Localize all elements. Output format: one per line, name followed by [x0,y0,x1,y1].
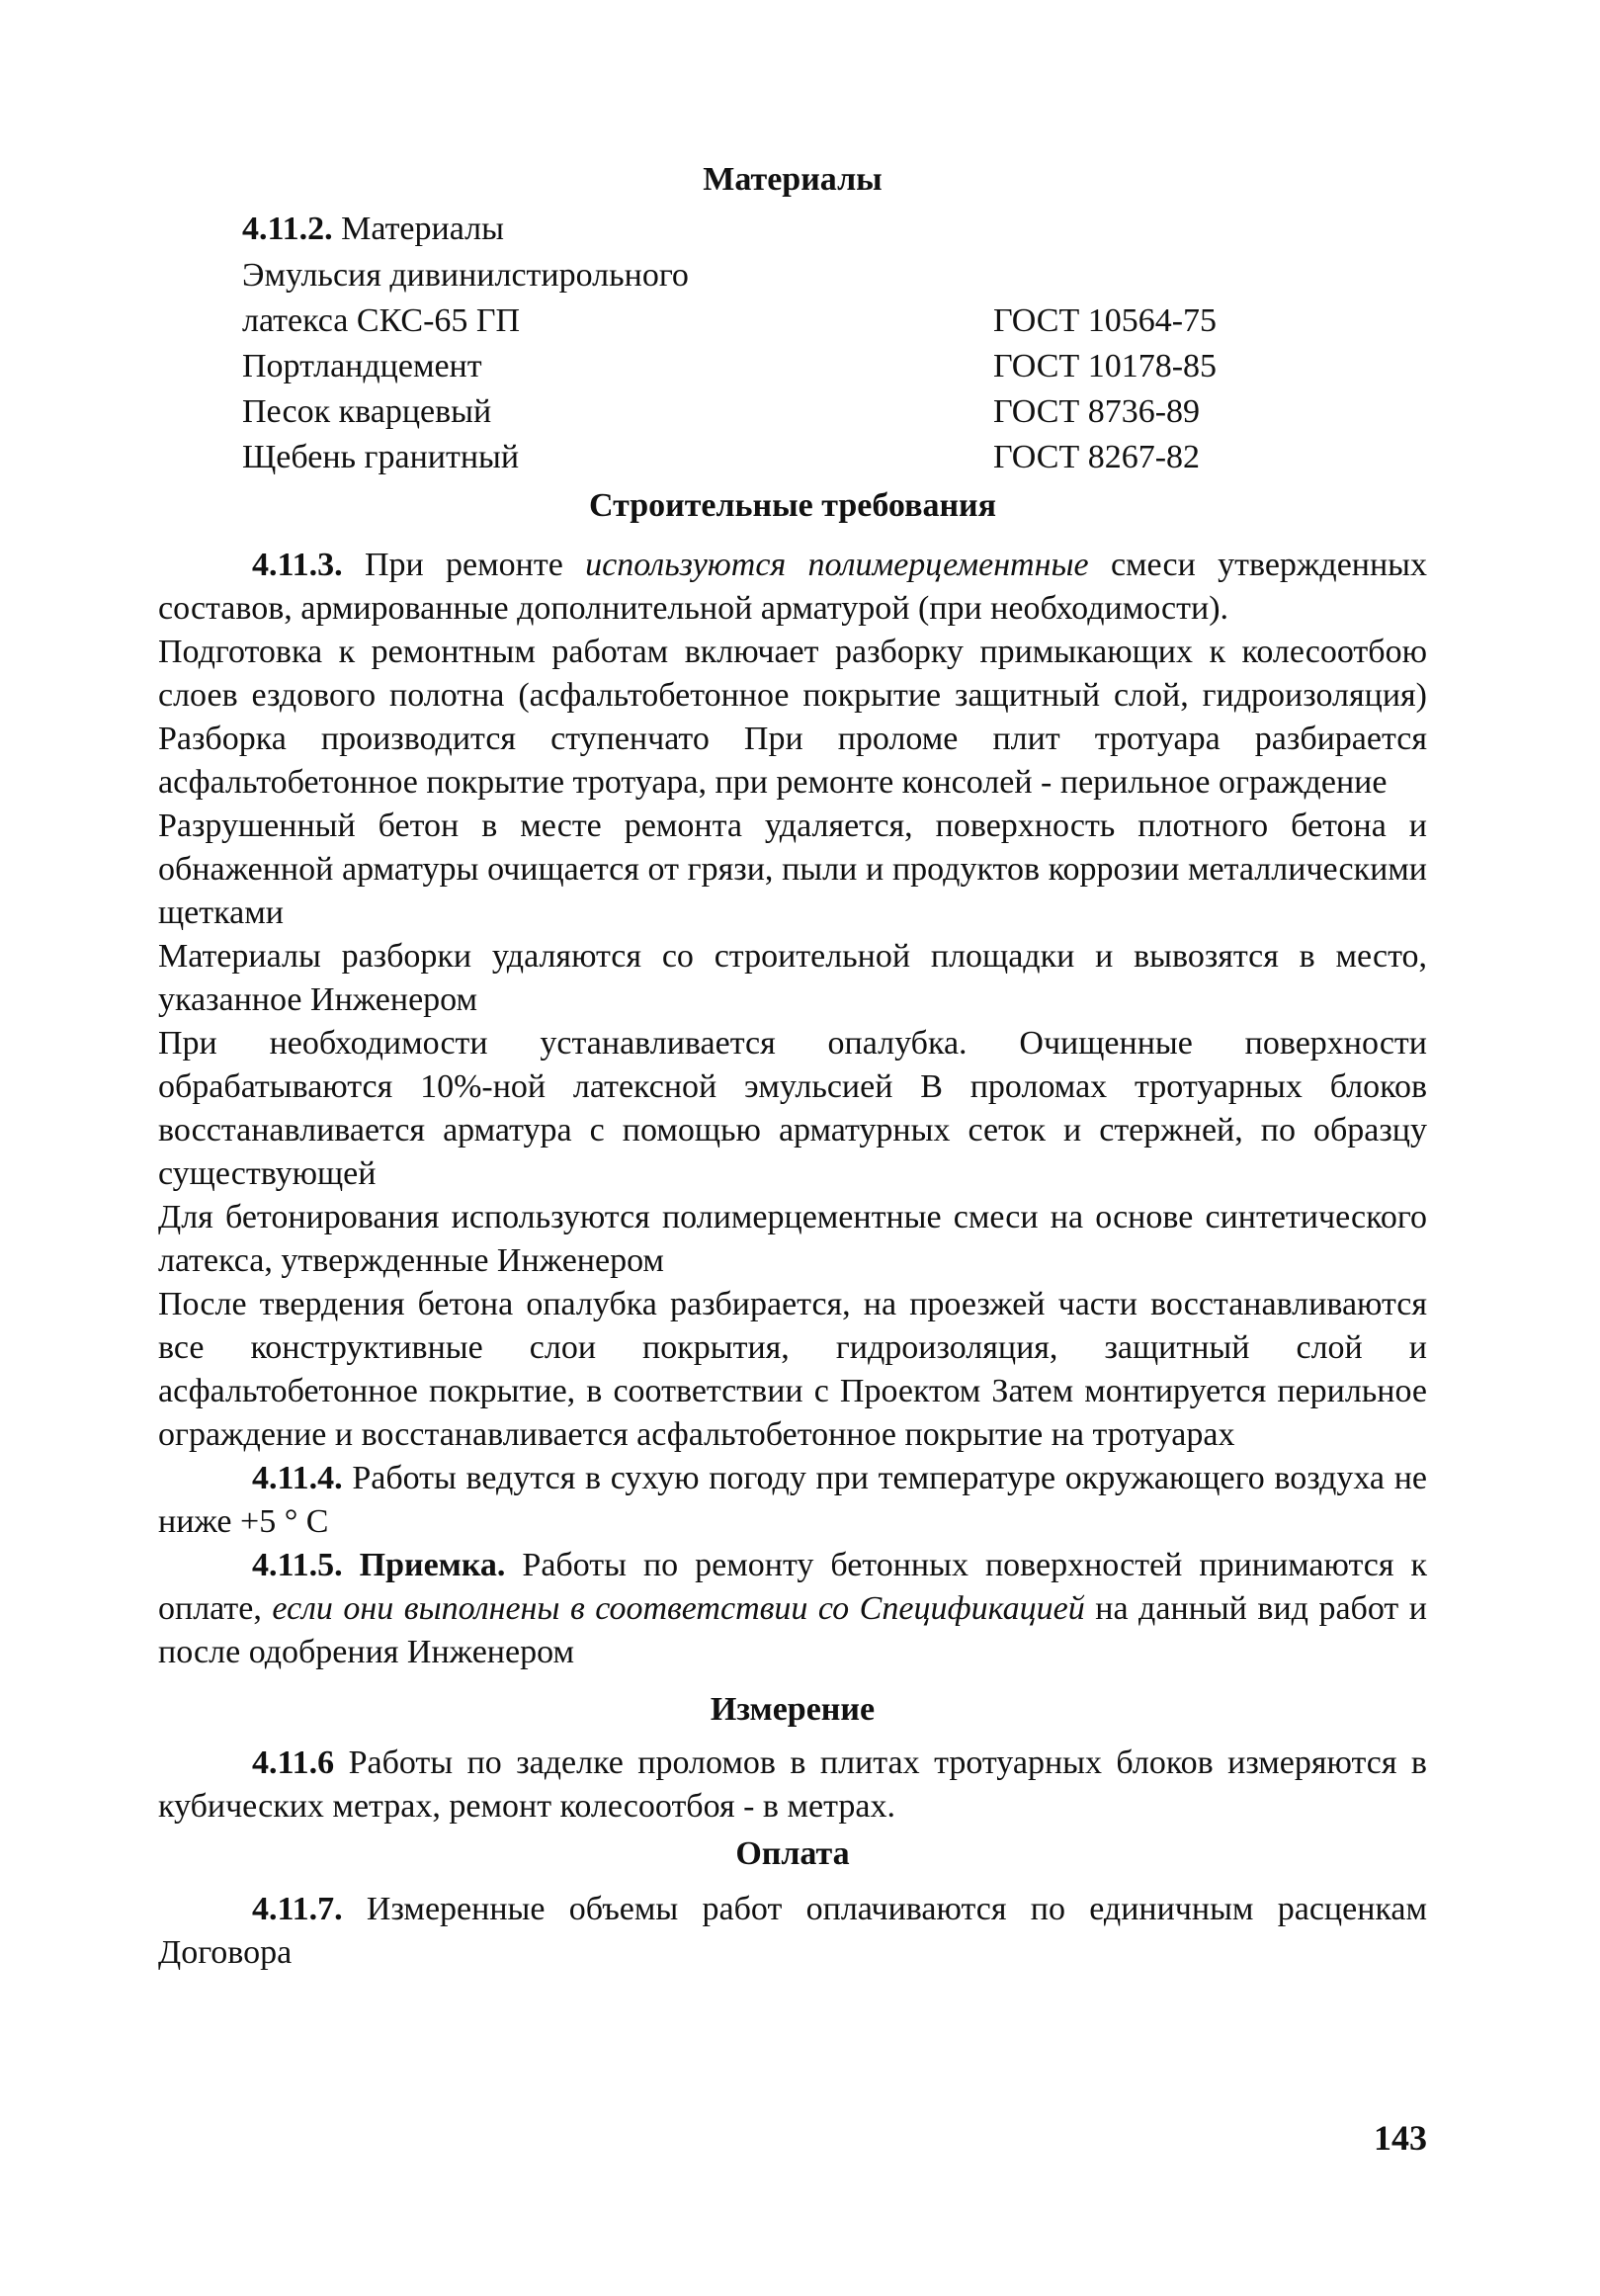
paragraph-text: При ремонте [342,547,586,583]
materials-list [242,253,1280,480]
material-name: Песок кварцевый [242,393,492,430]
paragraph-text: на данный вид работ и после одобрения Инженером [158,1590,1427,1670]
section-4-11-2-title [242,208,1132,251]
paragraph-text: Работы по ремонту бетонных поверхностей принимаются к оплате, [158,1547,1427,1627]
paragraph-text: смеси утвержденных составов, армированные дополнительной арматурой (при необходимости). [158,547,1428,627]
paragraph-text: Работы по заделке проломов в плитах тротуарных блоков измеряются в кубических метрах, ремонт колесоотбоя - в метрах. [158,1744,1427,1825]
construction-body [158,544,1427,1975]
heading-measurement: Измерение [710,1691,876,1728]
paragraph: Материалы разборки удаляются со строительной площадки и вывозятся в место, указанное Инженером [158,938,1427,1018]
material-gost: ГОСТ 8267-82 [993,439,1201,475]
section-number: 4.11.2. [242,211,333,247]
paragraph: Подготовка к ремонтным работам включает разборку примыкающих к колесоотбою слоев ездового полотна (асфальтобетонное покрытие защитный слой, гидроизоляция) Разборка производится ступенчато При проломе плит тротуара разбирается асфальтобетонное покрытие тротуара, при ремонте консолей - перильное ограждение [158,634,1427,801]
material-gost [993,253,1280,298]
section-title: Материалы [341,211,504,247]
construction-heading-block [158,484,1427,528]
materials-heading-block [158,158,1427,202]
paragraph-4-11-3 [158,544,1427,631]
paragraph-text: Измеренные объемы работ оплачиваются по единичным расценкам Договора [158,1891,1427,1971]
heading-construction: Строительные требования [588,487,997,524]
heading-materials: Материалы [703,161,883,198]
material-name: Портландцемент [242,348,482,384]
paragraph-text: Работы ведутся в сухую погоду при температуре окружающего воздуха не ниже +5 ° С [158,1460,1427,1540]
paragraph-number: 4.11.7. [252,1891,343,1927]
paragraph-number: 4.11.4. [252,1460,343,1496]
paragraph-number: 4.11.6 [252,1744,335,1781]
material-row [242,435,1280,480]
paragraph-italic: используются полимерцементные [585,547,1089,583]
paragraph: Для бетонирования используются полимерцементные смеси на основе синтетического латекса, утвержденные Инженером [158,1199,1427,1279]
paragraph-4-11-6 [158,1742,1427,1828]
paragraph-4-11-7 [158,1888,1427,1975]
material-gost: ГОСТ 10178-85 [993,348,1218,384]
material-name: Щебень гранитный [242,439,520,475]
paragraph-4-11-5 [158,1544,1427,1674]
paragraph-number: 4.11.3. [252,547,343,583]
material-gost: ГОСТ 8736-89 [993,393,1201,430]
material-row [242,298,1280,344]
material-name: латекса СКС-65 ГП [242,302,521,339]
paragraph-4-11-4 [158,1457,1427,1544]
material-gost: ГОСТ 10564-75 [993,302,1218,339]
heading-payment: Оплата [735,1835,850,1872]
paragraph: При необходимости устанавливается опалубка. Очищенные поверхности обрабатываются 10%-ной латексной эмульсией В проломах тротуарных блоков восстанавливается арматура с помощью арматурных сеток и стержней, по образцу существующей [158,1025,1427,1192]
material-row [242,389,1280,435]
paragraph: После твердения бетона опалубка разбирается, на проезжей части восстанавливаются все конструктивные слои покрытия, гидроизоляция, защитный слой и асфальтобетонное покрытие, в соответствии с Проектом Затем монтируется перильное ограждение и восстанавливается асфальтобетонное покрытие на тротуарах [158,1286,1427,1453]
paragraph-bold: Приемка. [342,1547,506,1583]
material-row [242,344,1280,389]
material-row [242,253,1280,298]
page-number: 143 [1374,2118,1427,2158]
material-name: Эмульсия дивинилстирольного [242,257,689,294]
paragraph-number: 4.11.5. [252,1547,343,1583]
paragraph-italic: если они выполнены в соответствии со Спецификацией [272,1590,1085,1627]
paragraph: Разрушенный бетон в месте ремонта удаляется, поверхность плотного бетона и обнаженной арматуры очищается от грязи, пыли и продуктов коррозии металлическими щетками [158,808,1427,931]
